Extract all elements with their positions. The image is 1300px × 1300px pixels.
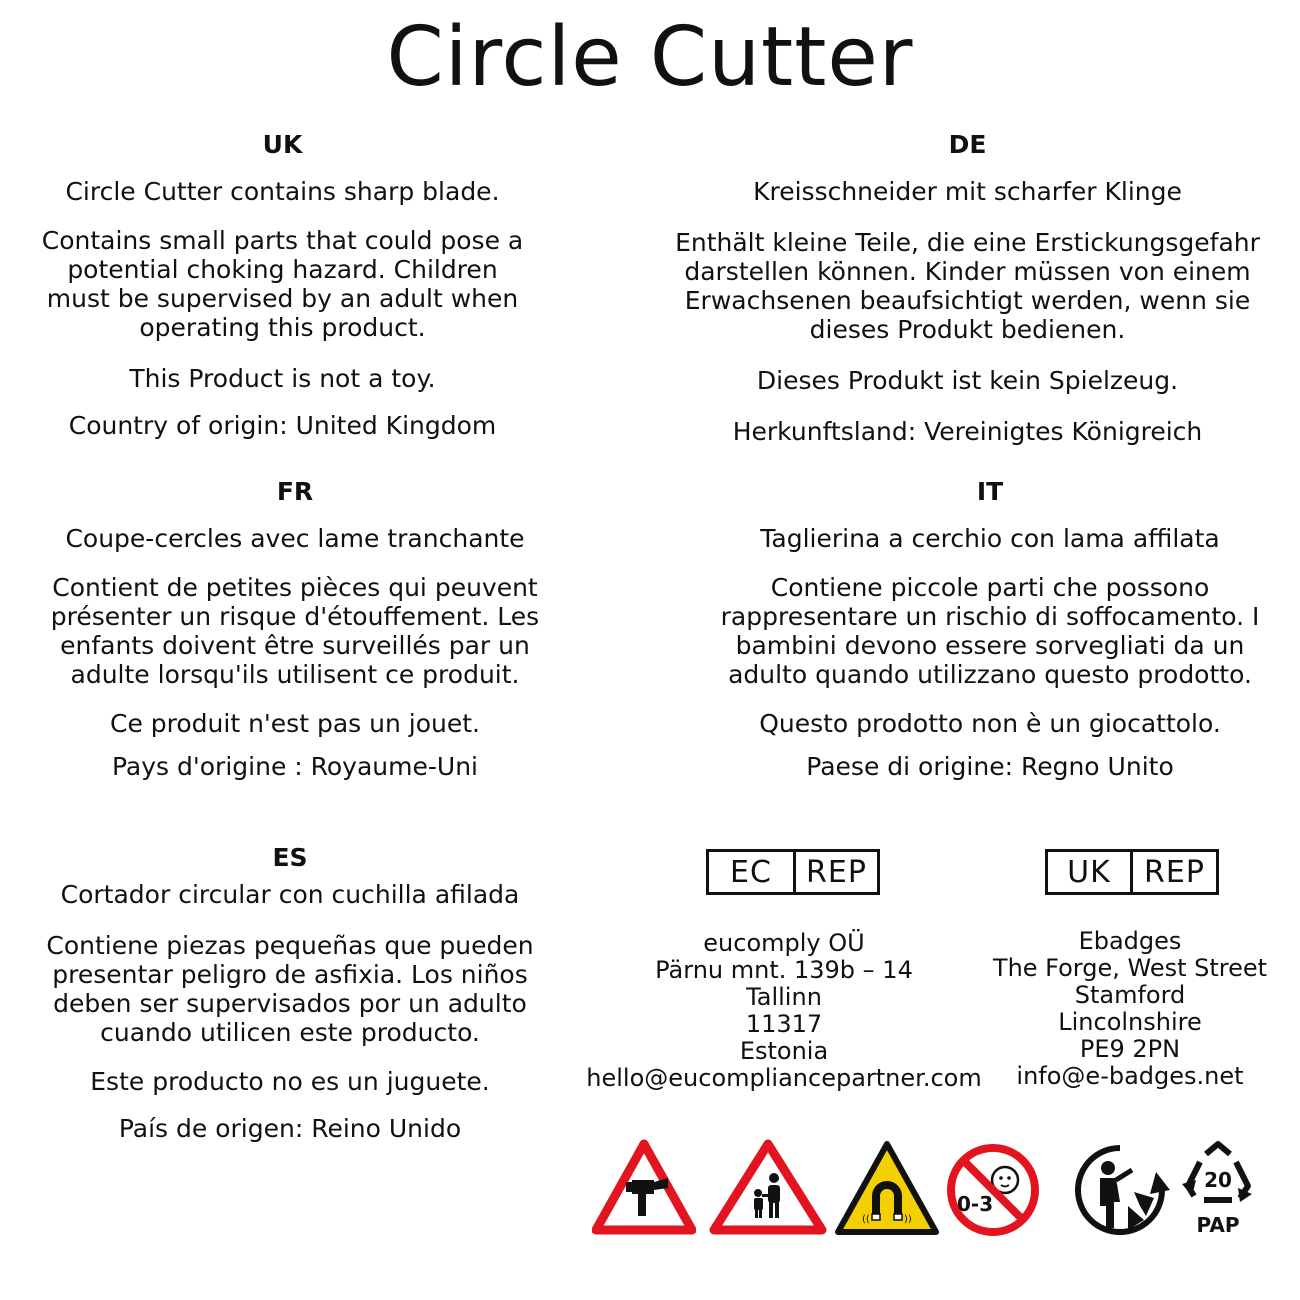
- uk-line-3: This Product is not a toy.: [129, 364, 436, 393]
- uk-line-4: Country of origin: United Kingdom: [68, 411, 497, 440]
- pap-label: PAP: [1196, 1213, 1240, 1237]
- uk-rep-right: REP: [1130, 852, 1216, 892]
- fr-line-4: Pays d'origine : Royaume-Uni: [111, 752, 478, 781]
- uk-rep-badge: [1045, 849, 1219, 895]
- ec-address-line-2: Pärnu mnt. 139b – 14: [655, 956, 913, 984]
- de-heading: DE: [948, 130, 987, 159]
- ec-address-line-5: Estonia: [739, 1037, 829, 1065]
- fr-heading: FR: [276, 477, 314, 506]
- fr-line-2: Contient de petites pièces qui peuvent présenter un risque d'étouffement. Les enfants doivent être surveillés par un adulte lorsqu'ils utilisent ce produit.: [50, 573, 540, 689]
- de-line-2: Enthält kleine Teile, die eine Erstickungsgefahr darstellen können. Kinder müssen von einem Erwachsenen beaufsichtigt werden, wenn sie dieses Produkt bedienen.: [675, 228, 1260, 344]
- ec-rep-left: EC: [730, 854, 772, 890]
- uk-line-1: Circle Cutter contains sharp blade.: [65, 177, 500, 206]
- pap-recycle-icon: [1178, 1140, 1258, 1240]
- uk-address-line-1: Ebadges: [1078, 927, 1182, 955]
- ec-rep-address: [578, 930, 990, 1092]
- it-heading: IT: [976, 477, 1004, 506]
- uk-address-line-5: PE9 2PN: [1079, 1035, 1181, 1063]
- page-title: Circle Cutter: [386, 10, 914, 105]
- es-line-4: País de origen: Reino Unido: [118, 1114, 462, 1143]
- not-for-under-3-icon: [945, 1142, 1041, 1238]
- it-section: [705, 477, 1275, 799]
- de-line-4: Herkunftsland: Vereinigtes Königreich: [732, 417, 1203, 446]
- uk-heading: UK: [262, 130, 303, 159]
- warning-child-icon: [708, 1138, 828, 1236]
- es-section: [25, 843, 555, 1161]
- uk-address-line-2: The Forge, West Street: [992, 954, 1268, 982]
- uk-address-line-6: info@e-badges.net: [1016, 1062, 1244, 1090]
- pap-number: 20: [1204, 1168, 1232, 1192]
- it-line-4: Paese di origine: Regno Unito: [806, 752, 1174, 781]
- es-line-1: Cortador circular con cuchilla afilada: [60, 880, 520, 909]
- svg-text:)): )): [904, 1214, 912, 1225]
- tidyman-recycle-icon: [1070, 1140, 1170, 1240]
- it-line-3: Questo prodotto non è un giocattolo.: [759, 709, 1221, 738]
- de-line-3: Dieses Produkt ist kein Spielzeug.: [756, 366, 1179, 395]
- it-line-2: Contiene piccole parti che possono rappresentare un rischio di soffocamento. I bambini devono essere sorvegliati da un adulto quando utilizzano questo prodotto.: [720, 573, 1260, 689]
- ec-address-line-6: hello@eucompliancepartner.com: [586, 1064, 982, 1092]
- svg-text:((: ((: [862, 1214, 870, 1225]
- uk-rep-address: [990, 928, 1270, 1090]
- uk-address-line-3: Stamford: [1074, 981, 1186, 1009]
- safety-icons-row: [588, 1138, 1268, 1248]
- age-label: 0-3: [957, 1192, 994, 1216]
- ec-address-line-1: eucomply OÜ: [703, 929, 865, 957]
- warning-blade-icon: [592, 1138, 696, 1236]
- uk-address-line-4: Lincolnshire: [1058, 1008, 1202, 1036]
- ec-rep-badge: [706, 849, 880, 895]
- de-section: [660, 130, 1275, 464]
- fr-line-3: Ce produit n'est pas un jouet.: [110, 709, 480, 738]
- uk-line-2: Contains small parts that could pose a potential choking hazard. Children must be supervised by an adult when operating this product.: [41, 226, 524, 342]
- it-line-1: Taglierina a cerchio con lama affilata: [760, 524, 1220, 553]
- uk-rep-left: UK: [1067, 854, 1111, 890]
- uk-section: [30, 130, 535, 458]
- fr-line-1: Coupe-cercles avec lame tranchante: [65, 524, 525, 553]
- es-line-2: Contiene piezas pequeñas que pueden presentar peligro de asfixia. Los niños deben ser supervisados por un adulto cuando utilicen este producto.: [46, 931, 534, 1047]
- es-heading: ES: [272, 843, 308, 872]
- fr-section: [35, 477, 555, 799]
- ec-address-line-4: 11317: [745, 1010, 823, 1038]
- de-line-1: Kreisschneider mit scharfer Klinge: [753, 177, 1182, 206]
- ec-rep-right: REP: [793, 852, 877, 892]
- ec-address-line-3: Tallinn: [746, 983, 822, 1011]
- es-line-3: Este producto no es un juguete.: [90, 1067, 490, 1096]
- magnet-warning-icon: [832, 1138, 942, 1238]
